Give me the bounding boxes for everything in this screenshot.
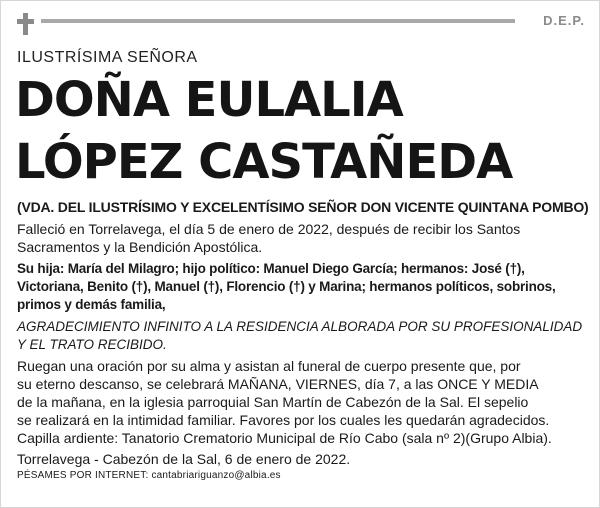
family-line: Su hija: María del Milagro; hijo político: Manuel Diego García; hermanos: José (†), [17, 261, 525, 276]
family-line: Victoriana, Benito (†), Manuel (†), Florencio (†) y Marina; hermanos políticos, sobrinos, [17, 279, 556, 294]
header-bar [15, 13, 587, 29]
death-notice [17, 220, 587, 256]
family-list [17, 260, 587, 314]
funeral-line: de la mañana, en la iglesia parroquial San Martín de Cabezón de la Sal. El sepelio [17, 394, 529, 410]
funeral-line: Ruegan una oración por su alma y asistan al funeral de cuerpo presente que, por [17, 358, 521, 374]
funeral-line: Capilla ardiente: Tanatorio Crematorio Municipal de Río Cabo (sala nº 2)(Grupo Albia). [17, 430, 552, 446]
thanks-line: Y EL TRATO RECIBIDO. [17, 337, 167, 352]
funeral-details [17, 357, 587, 447]
honorific-title: ILUSTRÍSIMA SEÑORA [17, 49, 198, 66]
deceased-name-line-1: DOÑA EULALIA [15, 72, 403, 128]
death-notice-line: Falleció en Torrelavega, el día 5 de enero de 2022, después de recibir los Santos [17, 221, 521, 237]
funeral-line: su eterno descanso, se celebrará MAÑANA, VIERNES, día 7, a las ONCE Y MEDIA [17, 376, 539, 392]
condolences-label: PÉSAMES POR INTERNET: [17, 470, 149, 481]
condolences [17, 470, 281, 481]
thanks-note [17, 318, 587, 354]
death-notice-line: Sacramentos y la Bendición Apostólica. [17, 239, 263, 255]
thanks-line: AGRADECIMIENTO INFINITO A LA RESIDENCIA ALBORADA POR SU PROFESIONALIDAD [17, 319, 583, 334]
funeral-line: se realizará en la intimidad familiar. Favores por los cuales les quedarán agradecidos. [17, 412, 550, 428]
condolences-email[interactable]: cantabriariguanzo@albia.es [151, 470, 281, 481]
widow-subtitle: (VDA. DEL ILUSTRÍSIMO Y EXCELENTÍSIMO SEÑOR DON VICENTE QUINTANA POMBO) [17, 199, 589, 215]
place-date: Torrelavega - Cabezón de la Sal, 6 de enero de 2022. [17, 451, 351, 467]
header-rule [41, 19, 515, 23]
dep-label: D.E.P. [543, 13, 585, 28]
deceased-name-line-2: LÓPEZ CASTAÑEDA [15, 134, 513, 190]
family-line: primos y demás familia, [17, 297, 166, 312]
cross-icon [15, 13, 35, 35]
